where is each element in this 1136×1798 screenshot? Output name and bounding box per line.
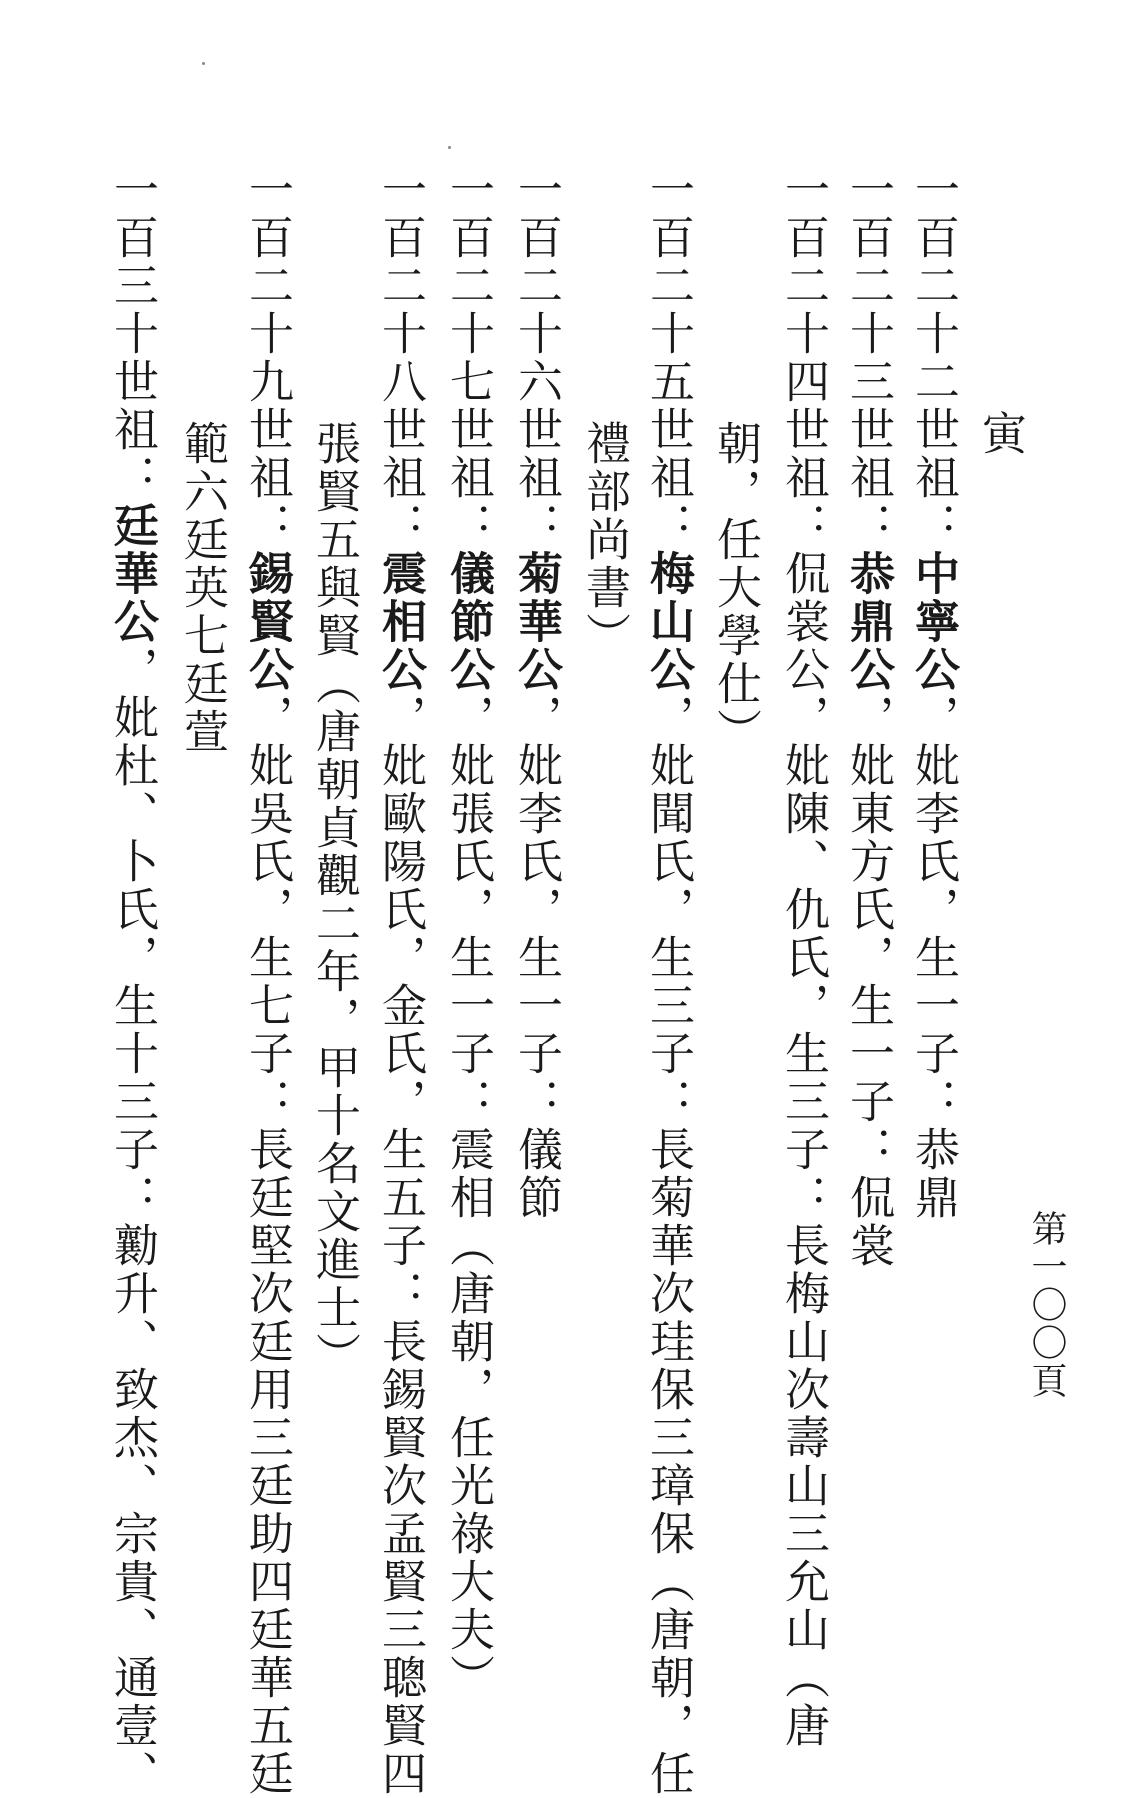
entry-129 bbox=[241, 166, 294, 1798]
generation-label: 一百二十九世祖： bbox=[241, 166, 294, 550]
generation-label: 一百二十六世祖： bbox=[510, 166, 563, 550]
ancestor-name: 中寧公 bbox=[907, 550, 960, 694]
scan-dot bbox=[202, 62, 205, 65]
entry-127 bbox=[442, 166, 495, 1702]
generation-label: 一百二十七世祖： bbox=[442, 166, 495, 550]
entry-text: ，妣張氏，生一子：震相（唐朝，任光祿大夫） bbox=[442, 694, 495, 1702]
entry-text: ，妣歐陽氏，金氏，生五子：長錫賢次孟賢三聰賢四 bbox=[374, 694, 427, 1798]
scan-dot bbox=[448, 146, 451, 149]
entry-123 bbox=[842, 166, 895, 1270]
ancestor-name: 廷華公 bbox=[106, 502, 159, 646]
page-number: 第一〇〇頁 bbox=[1026, 1210, 1067, 1400]
generation-label: 一百二十三世祖： bbox=[842, 166, 895, 550]
entry-text: ，妣東方氏，生一子：侃裳 bbox=[842, 694, 895, 1270]
entry-124-continuation: 朝，任大學仕） bbox=[709, 420, 762, 756]
generation-label: 一百二十八世祖： bbox=[374, 166, 427, 550]
ancestor-name: 梅山公 bbox=[642, 550, 695, 694]
ancestor-name: 儀節公 bbox=[442, 550, 495, 694]
entry-text: ，妣吳氏，生七子：長廷堅次廷用三廷助四廷華五廷 bbox=[241, 694, 294, 1798]
ancestor-name: 恭鼎公 bbox=[842, 550, 895, 694]
generation-label: 一百二十四世祖： bbox=[777, 166, 830, 550]
entry-text: 侃裳公，妣陳、仇氏，生三子：長梅山次壽山三允山（唐 bbox=[777, 550, 830, 1750]
entry-125 bbox=[642, 166, 695, 1798]
entry-122 bbox=[907, 166, 960, 1222]
entry-124 bbox=[777, 166, 830, 1750]
entry-128-continuation: 張賢五與賢（唐朝貞觀二年，甲十名文進士） bbox=[308, 420, 361, 1380]
ancestor-name: 錫賢公 bbox=[241, 550, 294, 694]
header-label: 寅 bbox=[974, 410, 1027, 458]
entry-128 bbox=[374, 166, 427, 1798]
generation-label: 一百三十世祖： bbox=[106, 166, 159, 502]
entry-text: ，妣李氏，生一子：恭鼎 bbox=[907, 694, 960, 1222]
entry-126 bbox=[510, 166, 563, 1222]
entry-text: ，妣聞氏，生三子：長菊華次珪保三璋保（唐朝，任 bbox=[642, 694, 695, 1798]
ancestor-name: 菊華公 bbox=[510, 550, 563, 694]
entry-129-continuation: 範六廷英七廷萱 bbox=[176, 420, 229, 756]
entry-130 bbox=[106, 166, 159, 1798]
entry-text: ，妣李氏，生一子：儀節 bbox=[510, 694, 563, 1222]
generation-label: 一百二十五世祖： bbox=[642, 166, 695, 550]
entry-125-continuation: 禮部尚書） bbox=[578, 420, 631, 660]
entry-text: ，妣杜、卜氏，生十三子：勷升、致杰、宗貴、通壹、 bbox=[106, 646, 159, 1798]
generation-label: 一百二十二世祖： bbox=[907, 166, 960, 550]
ancestor-name: 震相公 bbox=[374, 550, 427, 694]
